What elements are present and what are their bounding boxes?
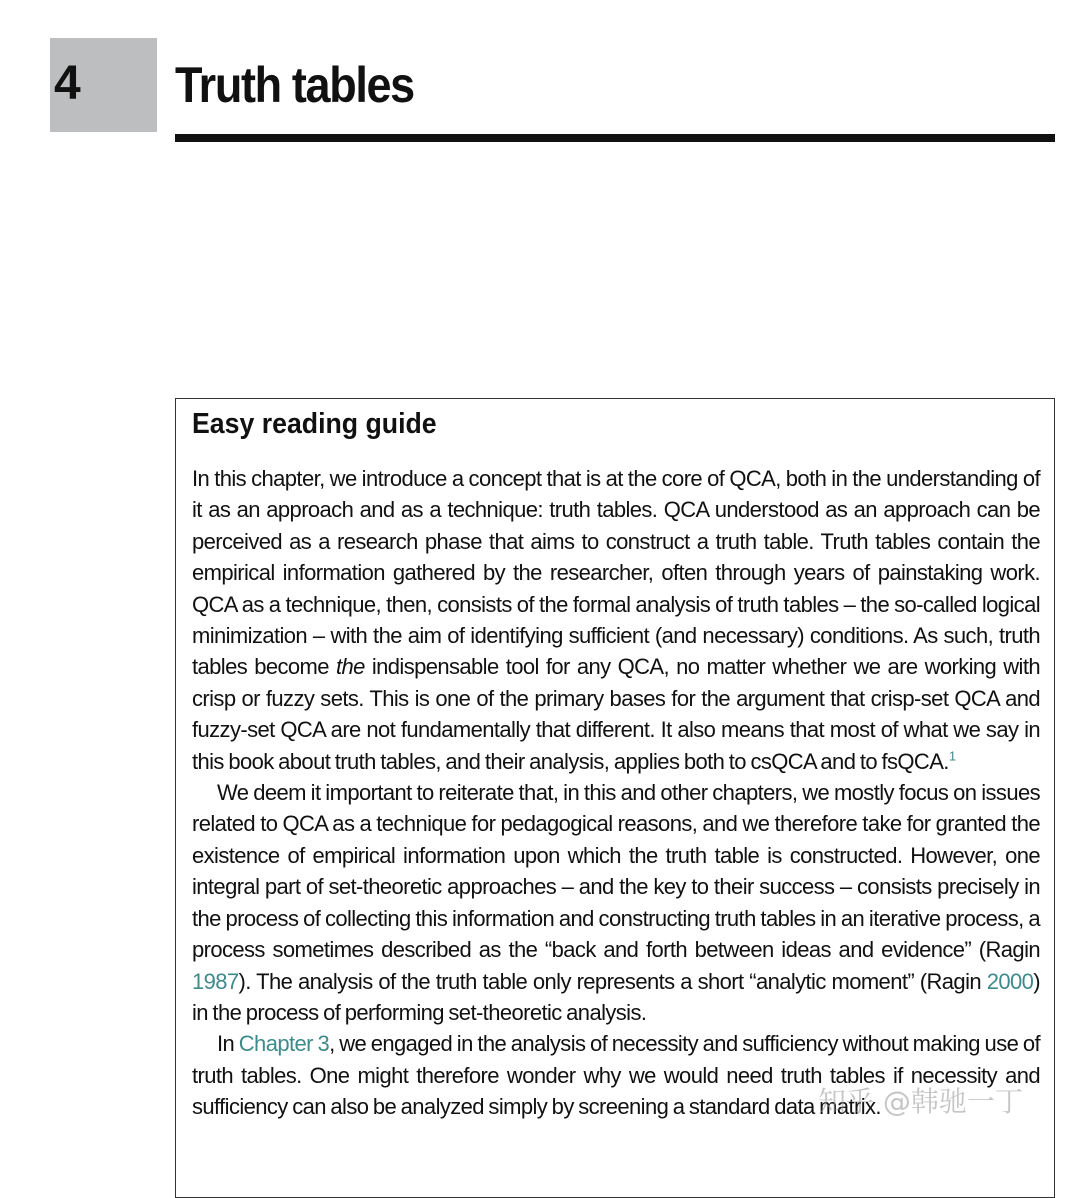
reading-guide-body: [192, 463, 1040, 1123]
watermark: 知乎 @韩驰一丁: [818, 1085, 1023, 1118]
paragraph-3: [192, 1028, 1040, 1122]
citation-ragin-2000-link[interactable]: 2000: [986, 968, 1034, 994]
title-rule: [175, 134, 1055, 142]
paragraph-2: [192, 777, 1040, 1028]
paragraph-2-text-a: We deem it important to reiterate that, in this and other chapters, we mostly focus on issues related to QCA as a technique for pedagogical reasons, and we therefore take for granted the existence of empirical information upon which the truth table is constructed. However, one integral part of set-theoretic approaches – and the key to their success – consists precisely in the process of collecting this information and constructing truth tables in an iterative process, a process sometimes described as the “back and forth between ideas and evidence” (Ragin: [192, 780, 1040, 963]
chapter-number: 4: [54, 57, 80, 110]
footnote-marker[interactable]: 1: [948, 748, 956, 764]
paragraph-2-text-b: ). The analysis of the truth table only represents a short “analytic moment” (Ragin: [238, 968, 987, 994]
paragraph-1-text-b: indispensable tool for any QCA, no matter whether we are working with crisp or fuzzy sets. This is one of the primary bases for the argument that crisp-set QCA and fuzzy-set QCA are not fundamentally that different. It also means that most of what we say in this book about truth tables, and their analysis, applies both to csQCA and to fsQCA.: [192, 654, 1040, 774]
paragraph-3-text-a: In: [217, 1031, 239, 1057]
paragraph-3-text-b: , we engaged in the analysis of necessity and sufficiency without making use of truth tables. One might therefore wonder why we would need truth tables if necessity and sufficiency can also be analyzed simply by screening a standard data matrix.: [192, 1031, 1040, 1120]
emphasis-the: the: [335, 654, 365, 680]
chapter-title: Truth tables: [175, 57, 414, 113]
paragraph-1-text-a: In this chapter, we introduce a concept that is at the core of QCA, both in the understanding of it as an approach and as a technique: truth tables. QCA understood as an approach can be perceived as a research phase that aims to construct a truth table. Truth tables contain the empirical information gathered by the researcher, often through years of painstaking work. QCA as a technique, then, consists of the formal analysis of truth tables – the so-called logical minimization – with the aim of identifying sufficient (and necessary) conditions. As such, truth tables become: [192, 466, 1040, 680]
paragraph-1: [192, 463, 1040, 777]
citation-ragin-1987-link[interactable]: 1987: [192, 968, 239, 994]
reading-guide-heading: Easy reading guide: [192, 408, 437, 440]
paragraph-2-text-c: ) in the process of performing set-theoretic analysis.: [192, 968, 1040, 1025]
chapter-3-link[interactable]: Chapter 3: [238, 1031, 330, 1057]
